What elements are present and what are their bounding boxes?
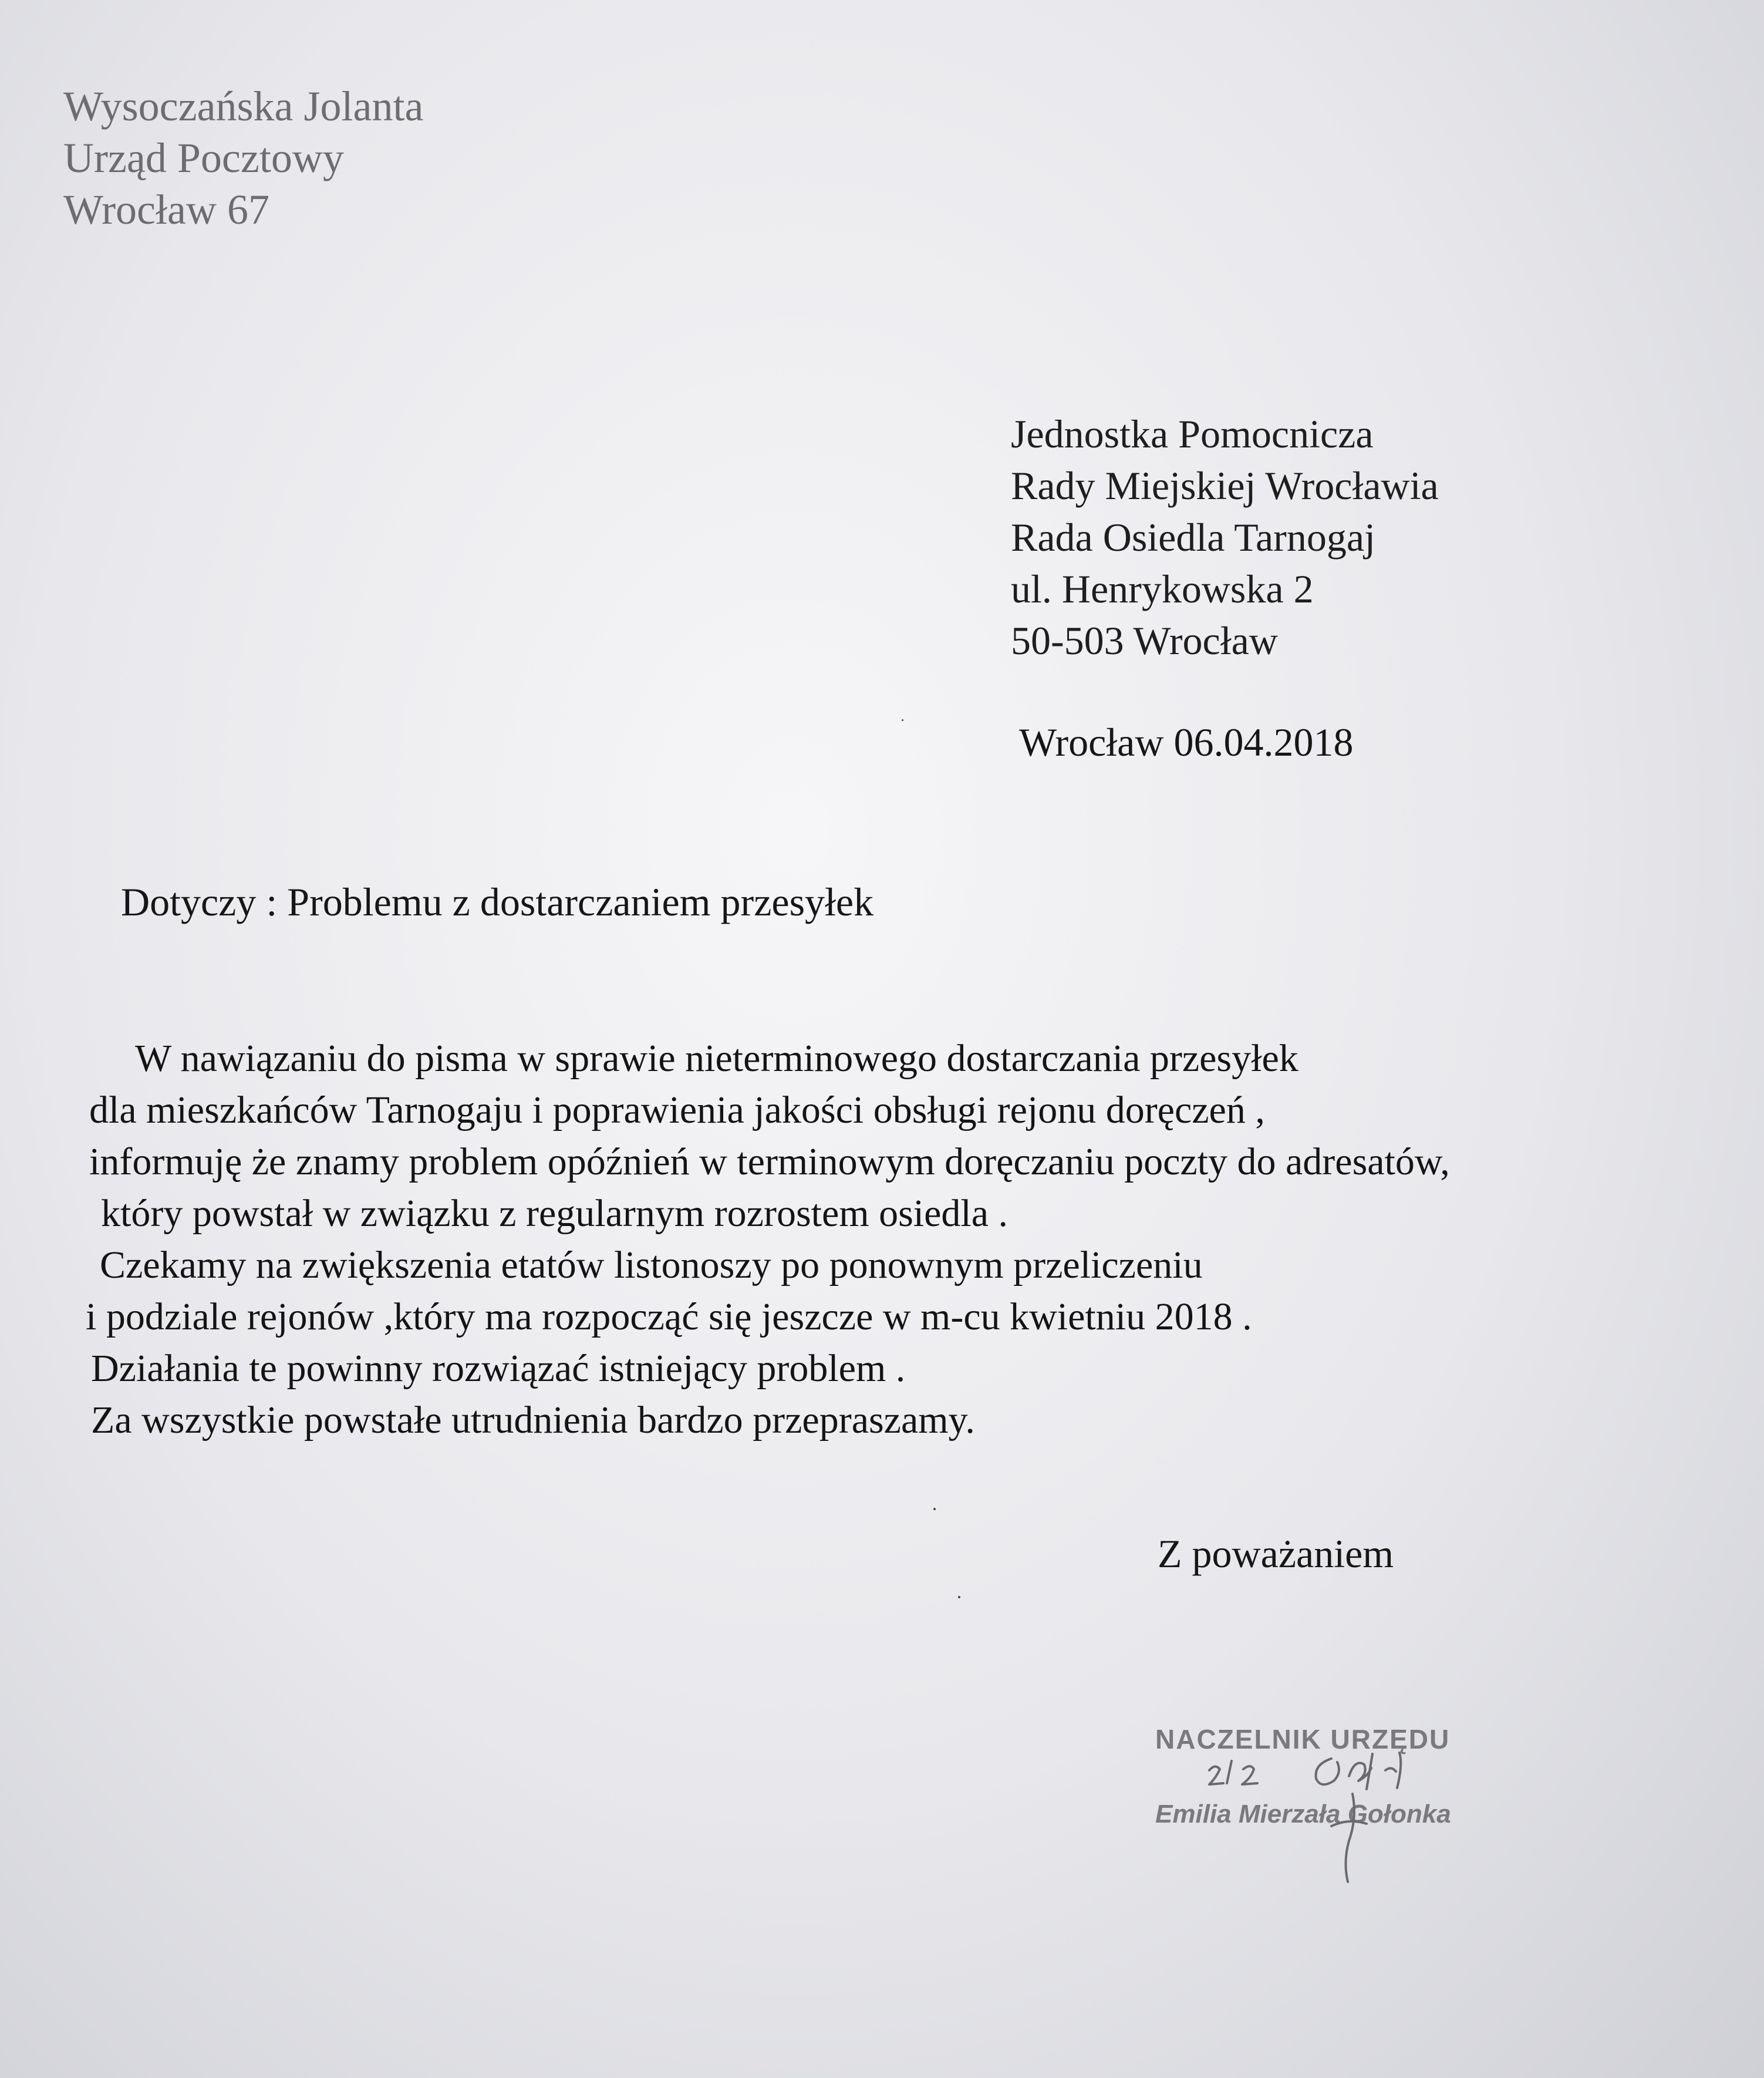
official-stamp — [1155, 1723, 1507, 1917]
recipient-line: Rady Miejskiej Wrocławia — [1011, 463, 1439, 508]
recipient-line: Jednostka Pomocnicza — [1011, 412, 1374, 456]
subject-line: Dotyczy : Problemu z dostarczaniem przesyłek — [121, 880, 874, 924]
speck — [933, 1508, 936, 1510]
sender-block — [63, 85, 423, 240]
handwritten-signature — [1155, 1723, 1507, 1917]
letter-date: Wrocław 06.04.2018 — [1019, 720, 1354, 764]
body-line: Działania te powinny rozwiązać istniejący problem . — [91, 1347, 906, 1390]
stamp-title: NACZELNIK URZĘDU — [1155, 1724, 1451, 1754]
recipient-line: Rada Osiedla Tarnogaj — [1011, 515, 1375, 560]
body-line: informuję że znamy problem opóźnień w terminowym doręczaniu poczty do adresatów, — [89, 1140, 1450, 1183]
body-line: Za wszystkie powstałe utrudnienia bardzo przepraszamy. — [91, 1399, 975, 1442]
sender-line: Urząd Pocztowy — [63, 134, 344, 181]
recipient-block — [1011, 414, 1439, 672]
stamp-name: Emilia Mierzała Gołonka — [1155, 1800, 1451, 1828]
sender-line: Wrocław 67 — [63, 186, 269, 233]
body-line: Czekamy na zwiększenia etatów listonoszy po ponownym przeliczeniu — [100, 1244, 1203, 1286]
body-line: który powstał w związku z regularnym rozrostem osiedla . — [101, 1192, 1009, 1235]
body-line: i podziale rejonów ,który ma rozpocząć się jeszcze w m-cu kwietniu 2018 . — [86, 1295, 1252, 1338]
body-line: W nawiązaniu do pisma w sprawie nieterminowego dostarczania przesyłek — [135, 1037, 1298, 1080]
recipient-line: ul. Henrykowska 2 — [1011, 567, 1314, 611]
closing-salutation: Z poważaniem — [1158, 1531, 1394, 1576]
sender-line: Wysoczańska Jolanta — [63, 83, 424, 130]
speck — [958, 1596, 960, 1598]
body-line: dla mieszkańców Tarnogaju i poprawienia jakości obsługi rejonu doręczeń , — [89, 1089, 1265, 1131]
recipient-line: 50-503 Wrocław — [1011, 618, 1278, 663]
speck — [902, 719, 903, 721]
